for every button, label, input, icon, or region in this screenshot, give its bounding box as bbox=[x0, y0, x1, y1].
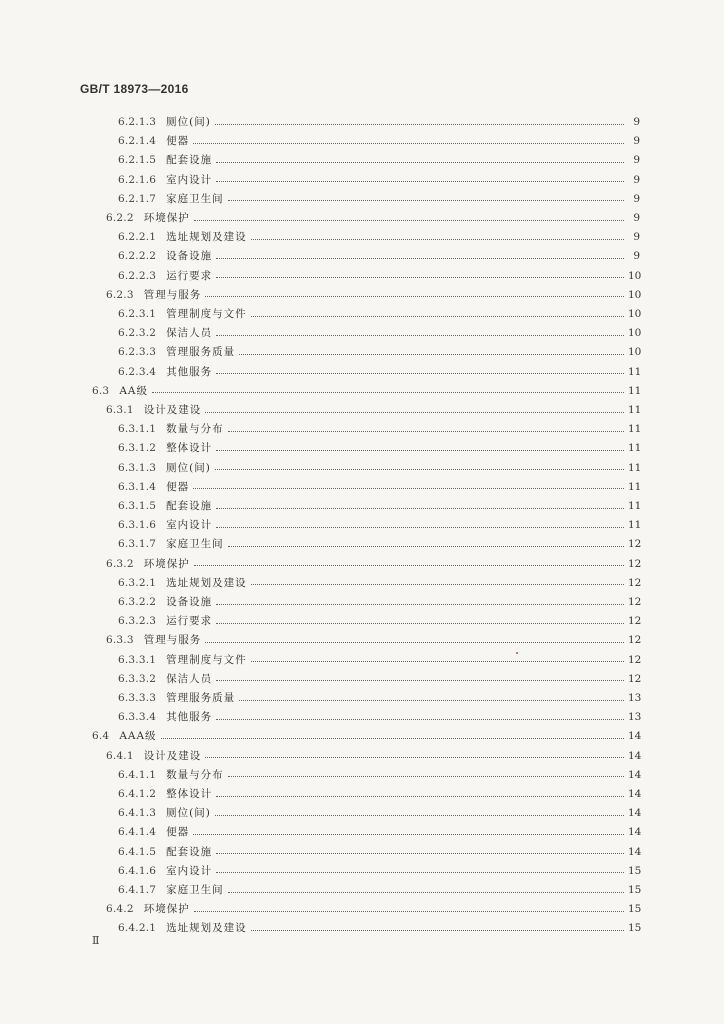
toc-number: 6.2.3.1 bbox=[118, 308, 157, 320]
toc-page-number: 12 bbox=[628, 596, 642, 608]
toc-entry bbox=[118, 517, 640, 533]
toc-dot-leader bbox=[216, 258, 624, 259]
toc-number: 6.2.1.5 bbox=[118, 154, 157, 167]
toc-page-number: 10 bbox=[628, 269, 642, 282]
toc-entry bbox=[118, 344, 640, 360]
toc-entry bbox=[106, 556, 640, 572]
toc-dot-leader bbox=[205, 296, 624, 297]
toc-title: 管理服务质量 bbox=[166, 346, 236, 359]
toc-entry bbox=[118, 844, 640, 860]
toc-number: 6.2.2.1 bbox=[118, 231, 157, 244]
toc-title: 设备设施 bbox=[166, 250, 213, 263]
toc-entry bbox=[118, 460, 640, 476]
toc-title: 厕位(间) bbox=[166, 116, 211, 128]
toc-entry bbox=[118, 248, 640, 264]
toc-dot-leader bbox=[251, 661, 624, 662]
toc-number: 6.4 bbox=[92, 730, 110, 743]
toc-number: 6.3 bbox=[92, 384, 110, 397]
toc-dot-leader bbox=[216, 796, 624, 797]
toc-dot-leader bbox=[251, 239, 624, 240]
toc-dot-leader bbox=[193, 143, 624, 144]
toc-dot-leader bbox=[216, 373, 624, 374]
toc-number: 6.4.1.7 bbox=[118, 884, 157, 896]
toc-number: 6.2.2 bbox=[106, 212, 134, 224]
toc-number: 6.4.1.6 bbox=[118, 864, 157, 877]
toc-entry bbox=[118, 575, 640, 591]
toc-page-number: 9 bbox=[633, 135, 640, 148]
toc-dot-leader bbox=[152, 392, 624, 393]
toc-title: 保洁人员 bbox=[166, 672, 213, 685]
toc-title: 保洁人员 bbox=[166, 327, 213, 340]
toc-title: 配套设施 bbox=[166, 500, 213, 512]
toc-dot-leader bbox=[216, 450, 624, 451]
toc-title: 管理制度与文件 bbox=[166, 653, 247, 666]
toc-entry bbox=[118, 421, 640, 437]
toc-page-number: 9 bbox=[633, 154, 640, 167]
toc-number: 6.2.1.6 bbox=[118, 173, 157, 186]
toc-page-number: 11 bbox=[628, 519, 642, 532]
toc-title: 管理与服务 bbox=[143, 634, 202, 647]
toc-dot-leader bbox=[239, 700, 624, 701]
toc-dot-leader bbox=[228, 776, 624, 777]
toc-number: 6.3.2.2 bbox=[118, 596, 157, 608]
toc-number: 6.3.3.1 bbox=[118, 653, 157, 666]
toc-dot-leader bbox=[216, 277, 624, 278]
toc-number: 6.3.2 bbox=[106, 557, 134, 570]
toc-entry bbox=[106, 287, 640, 303]
toc-page-number: 13 bbox=[628, 692, 642, 704]
toc-page-number: 15 bbox=[628, 884, 642, 896]
toc-dot-leader bbox=[161, 738, 624, 739]
toc-dot-leader bbox=[215, 469, 624, 470]
toc-page-number: 11 bbox=[628, 404, 642, 416]
toc-title: 环境保护 bbox=[143, 212, 190, 224]
toc-number: 6.2.2.3 bbox=[118, 269, 157, 282]
toc-page-number: 11 bbox=[628, 384, 642, 397]
toc-entry bbox=[118, 229, 640, 245]
toc-number: 6.4.1.2 bbox=[118, 788, 157, 800]
toc-number: 6.3.1.7 bbox=[118, 538, 157, 551]
toc-entry bbox=[106, 632, 640, 648]
toc-title: 环境保护 bbox=[143, 903, 190, 916]
toc-title: 室内设计 bbox=[166, 864, 213, 877]
toc-number: 6.3.1 bbox=[106, 404, 134, 416]
toc-page-number: 12 bbox=[628, 634, 642, 647]
toc-title: 选址规划及建设 bbox=[166, 231, 247, 244]
toc-title: 其他服务 bbox=[166, 711, 213, 724]
toc-entry bbox=[118, 191, 640, 207]
toc-page-number: 11 bbox=[628, 365, 642, 378]
toc-title: 室内设计 bbox=[166, 173, 213, 186]
toc-number: 6.3.3.3 bbox=[118, 692, 157, 704]
toc-number: 6.3.3.4 bbox=[118, 711, 157, 724]
toc-entry bbox=[118, 824, 640, 840]
toc-title: 选址规划及建设 bbox=[166, 922, 247, 935]
toc-dot-leader bbox=[194, 220, 624, 221]
toc-number: 6.3.2.3 bbox=[118, 615, 157, 628]
toc-dot-leader bbox=[251, 930, 624, 931]
toc-dot-leader bbox=[216, 872, 624, 873]
toc-page-number: 14 bbox=[628, 749, 642, 762]
toc-title: 管理制度与文件 bbox=[166, 308, 247, 320]
toc-entry bbox=[118, 652, 640, 668]
toc-entry bbox=[106, 210, 640, 226]
toc-number: 6.2.1.7 bbox=[118, 192, 157, 205]
toc-dot-leader bbox=[228, 431, 624, 432]
toc-page-number: 10 bbox=[628, 346, 642, 359]
toc-page-number: 14 bbox=[628, 845, 642, 858]
toc-page-number: 9 bbox=[633, 116, 640, 128]
toc-dot-leader bbox=[216, 623, 624, 624]
toc-title: 管理服务质量 bbox=[166, 692, 236, 704]
toc-title: 便器 bbox=[166, 826, 190, 839]
toc-entry bbox=[118, 767, 640, 783]
toc-page-number: 10 bbox=[628, 308, 642, 320]
toc-dot-leader bbox=[239, 354, 624, 355]
toc-number: 6.3.1.2 bbox=[118, 442, 157, 455]
toc-dot-leader bbox=[228, 200, 624, 201]
toc-page-number: 12 bbox=[628, 615, 642, 628]
toc-entry bbox=[118, 594, 640, 610]
toc-entry bbox=[106, 402, 640, 418]
toc-page-number: 9 bbox=[633, 250, 640, 263]
toc-number: 6.3.1.5 bbox=[118, 500, 157, 512]
toc-dot-leader bbox=[193, 488, 624, 489]
toc-dot-leader bbox=[194, 565, 624, 566]
toc-page-number: 11 bbox=[628, 461, 642, 474]
toc-title: 设计及建设 bbox=[143, 749, 202, 762]
toc-title: 家庭卫生间 bbox=[166, 884, 224, 896]
toc-page-number: 10 bbox=[628, 327, 642, 340]
toc-page-number: 15 bbox=[628, 922, 642, 935]
toc-dot-leader bbox=[205, 757, 624, 758]
toc-entry bbox=[118, 786, 640, 802]
toc-number: 6.3.1.3 bbox=[118, 461, 157, 474]
toc-entry bbox=[118, 920, 640, 936]
toc-number: 6.4.1.3 bbox=[118, 807, 157, 820]
toc-page-number: 12 bbox=[628, 557, 642, 570]
toc-number: 6.2.3 bbox=[106, 288, 134, 301]
toc-entry bbox=[118, 268, 640, 284]
toc-entry bbox=[118, 613, 640, 629]
toc-title: 数量与分布 bbox=[166, 768, 224, 781]
toc-number: 6.2.1.4 bbox=[118, 135, 157, 148]
toc-page-number: 12 bbox=[628, 672, 642, 685]
toc-dot-leader bbox=[216, 508, 624, 509]
toc-page-number: 11 bbox=[628, 500, 642, 512]
page-folio: Ⅱ bbox=[92, 934, 100, 947]
toc-dot-leader bbox=[216, 527, 624, 528]
toc-entry bbox=[118, 805, 640, 821]
toc-title: AA级 bbox=[119, 384, 148, 397]
toc-number: 6.3.2.1 bbox=[118, 576, 157, 589]
toc-number: 6.2.1.3 bbox=[118, 116, 157, 128]
toc-page-number: 9 bbox=[633, 231, 640, 244]
toc-dot-leader bbox=[228, 546, 624, 547]
toc-page-number: 12 bbox=[628, 653, 642, 666]
toc-title: AAA级 bbox=[119, 730, 157, 743]
toc-dot-leader bbox=[215, 124, 624, 125]
toc-dot-leader bbox=[194, 911, 624, 912]
toc-title: 整体设计 bbox=[166, 788, 213, 800]
toc-number: 6.2.3.4 bbox=[118, 365, 157, 378]
toc-title: 家庭卫生间 bbox=[166, 538, 224, 551]
toc-page-number: 12 bbox=[628, 538, 642, 551]
toc-dot-leader bbox=[216, 162, 624, 163]
toc-title: 管理与服务 bbox=[143, 288, 202, 301]
toc-title: 室内设计 bbox=[166, 519, 213, 532]
toc-dot-leader bbox=[216, 680, 624, 681]
toc-entry bbox=[118, 364, 640, 380]
toc-entry bbox=[118, 863, 640, 879]
toc-number: 6.3.1.1 bbox=[118, 423, 157, 436]
toc-title: 运行要求 bbox=[166, 615, 213, 628]
toc-dot-leader bbox=[216, 335, 624, 336]
toc-dot-leader bbox=[251, 316, 624, 317]
toc-entry bbox=[118, 690, 640, 706]
toc-number: 6.3.3.2 bbox=[118, 672, 157, 685]
toc-entry bbox=[118, 479, 640, 495]
toc-title: 数量与分布 bbox=[166, 423, 224, 436]
toc-page-number: 14 bbox=[628, 788, 642, 800]
toc-entry bbox=[118, 172, 640, 188]
toc-dot-leader bbox=[193, 834, 624, 835]
toc-dot-leader bbox=[205, 642, 624, 643]
toc-page-number: 9 bbox=[633, 192, 640, 205]
toc-entry bbox=[118, 133, 640, 149]
toc-entry bbox=[118, 114, 640, 130]
toc-title: 便器 bbox=[166, 135, 190, 148]
toc-entry bbox=[118, 536, 640, 552]
toc-page-number: 11 bbox=[628, 423, 642, 436]
toc-title: 环境保护 bbox=[143, 557, 190, 570]
toc-title: 运行要求 bbox=[166, 269, 213, 282]
toc-dot-leader bbox=[205, 412, 624, 413]
toc-title: 厕位(间) bbox=[166, 461, 211, 474]
toc-page-number: 15 bbox=[628, 864, 642, 877]
toc-title: 配套设施 bbox=[166, 845, 213, 858]
toc-dot-leader bbox=[215, 815, 624, 816]
toc-number: 6.4.1.1 bbox=[118, 768, 157, 781]
toc-entry bbox=[118, 671, 640, 687]
toc-title: 整体设计 bbox=[166, 442, 213, 455]
toc-page-number: 11 bbox=[628, 442, 642, 455]
toc-page-number: 14 bbox=[628, 730, 642, 743]
toc-dot-leader bbox=[216, 719, 624, 720]
toc-entry bbox=[106, 901, 640, 917]
toc-entry bbox=[118, 498, 640, 514]
toc-dot-leader bbox=[216, 853, 624, 854]
toc-entry bbox=[118, 882, 640, 898]
toc-page-number: 13 bbox=[628, 711, 642, 724]
standard-number: GB/T 18973—2016 bbox=[80, 82, 189, 96]
toc-page-number: 9 bbox=[633, 212, 640, 224]
toc-entry bbox=[118, 306, 640, 322]
toc-title: 其他服务 bbox=[166, 365, 213, 378]
toc-title: 家庭卫生间 bbox=[166, 192, 224, 205]
toc-page-number: 15 bbox=[628, 903, 642, 916]
toc-page-number: 9 bbox=[633, 173, 640, 186]
toc-page-number: 10 bbox=[628, 288, 642, 301]
scan-speck bbox=[516, 652, 518, 654]
toc-title: 设备设施 bbox=[166, 596, 213, 608]
toc-page-number: 14 bbox=[628, 807, 642, 820]
toc-number: 6.4.2 bbox=[106, 903, 134, 916]
toc-page-number: 14 bbox=[628, 826, 642, 839]
toc-dot-leader bbox=[216, 181, 624, 182]
toc-title: 厕位(间) bbox=[166, 807, 211, 820]
toc-entry bbox=[106, 748, 640, 764]
toc-dot-leader bbox=[228, 892, 624, 893]
toc-entry bbox=[92, 728, 640, 744]
toc-number: 6.4.1 bbox=[106, 749, 134, 762]
toc-number: 6.2.3.2 bbox=[118, 327, 157, 340]
toc-entry bbox=[118, 440, 640, 456]
toc-number: 6.2.2.2 bbox=[118, 250, 157, 263]
toc-dot-leader bbox=[251, 584, 624, 585]
toc-page-number: 12 bbox=[628, 576, 642, 589]
toc-entry bbox=[118, 152, 640, 168]
toc-number: 6.4.1.5 bbox=[118, 845, 157, 858]
toc-entry bbox=[118, 325, 640, 341]
toc-entry bbox=[118, 709, 640, 725]
toc-number: 6.3.1.6 bbox=[118, 519, 157, 532]
toc-page-number: 11 bbox=[628, 480, 642, 493]
toc-title: 配套设施 bbox=[166, 154, 213, 167]
toc-page-number: 14 bbox=[628, 768, 642, 781]
toc-number: 6.3.3 bbox=[106, 634, 134, 647]
toc-title: 设计及建设 bbox=[143, 404, 202, 416]
toc-entry bbox=[92, 383, 640, 399]
toc-title: 选址规划及建设 bbox=[166, 576, 247, 589]
toc-number: 6.3.1.4 bbox=[118, 480, 157, 493]
toc-number: 6.2.3.3 bbox=[118, 346, 157, 359]
toc-number: 6.4.1.4 bbox=[118, 826, 157, 839]
toc-title: 便器 bbox=[166, 480, 190, 493]
toc-number: 6.4.2.1 bbox=[118, 922, 157, 935]
toc-dot-leader bbox=[216, 604, 624, 605]
